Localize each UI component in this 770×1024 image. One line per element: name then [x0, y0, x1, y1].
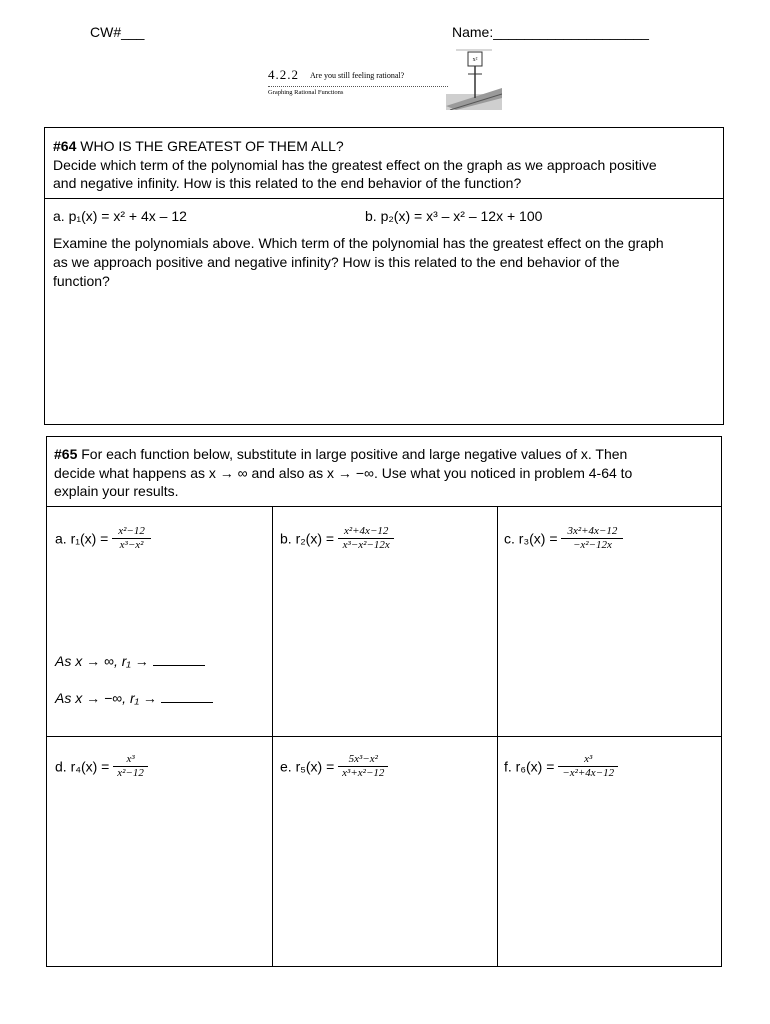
function-f-label: f. r₆(x) = [504, 758, 555, 775]
limit-positive-blank[interactable] [153, 652, 205, 666]
problem-64-question-line2: as we approach positive and negative infinity? How is this related to the end behavior of the [53, 254, 620, 270]
function-cell-e [272, 736, 498, 967]
problem-64-work-area [44, 198, 724, 425]
limit-positive-label: As x → ∞, r₁ → [55, 653, 149, 669]
function-cell-a [46, 506, 273, 737]
function-a-label: a. r₁(x) = [55, 530, 109, 547]
function-cell-d [46, 736, 273, 967]
function-d-fraction: $\frac{\text{x³}}{\text{x²−12}}$ [113, 753, 148, 780]
function-b-label: b. r₂(x) = [280, 530, 335, 547]
problem-64-intro-line2: and negative infinity. How is this related to the end behavior of the function? [53, 175, 522, 191]
name-field: Name:____________________ [452, 24, 649, 40]
function-c-label: c. r₃(x) = [504, 530, 558, 547]
problem-64-question-line1: Examine the polynomials above. Which term of the polynomial has the greatest effect on the graph [53, 235, 664, 251]
problem-64-intro-line1: Decide which term of the polynomial has the greatest effect on the graph as we approach positive [53, 157, 657, 173]
cw-number-field: CW#___ [90, 24, 145, 40]
function-c-fraction: $\frac{\text{3x²+4x−12}}{\text{−x²−12x}}$ [561, 525, 623, 552]
problem-65-intro-line2: decide what happens as x → ∞ and also as x → −∞. Use what you noticed in problem 4-64 to [54, 465, 633, 481]
road-sign-icon [446, 48, 502, 110]
function-cell-b [272, 506, 498, 737]
problem-64-question-line3: function? [53, 273, 110, 289]
lesson-number: 4.2.2 [268, 67, 299, 82]
function-e-label: e. r₅(x) = [280, 758, 335, 775]
problem-64-number: #64 [53, 138, 77, 154]
problem-65-intro-line3: explain your results. [54, 483, 179, 499]
function-e-fraction: $\frac{\text{5x³−x²}}{\text{x³+x²−12}}$ [338, 753, 388, 780]
lesson-banner [266, 48, 502, 110]
problem-65-number: #65 [54, 446, 78, 462]
lesson-topic: Graphing Rational Functions [268, 89, 344, 96]
function-f-fraction: $\frac{\text{x³}}{\text{−x²+4x−12}}$ [558, 753, 618, 780]
problem-65-header [46, 436, 722, 507]
lesson-subtitle: Are you still feeling rational? [310, 71, 405, 80]
problem-64-title: WHO IS THE GREATEST OF THEM ALL? [80, 138, 344, 154]
function-b-fraction: $\frac{\text{x²+4x−12}}{\text{x³−x²−12x}}$ [338, 525, 394, 552]
function-a-fraction: $\frac{\text{x²−12}}{\text{x³−x²}}$ [112, 525, 151, 552]
function-d-label: d. r₄(x) = [55, 758, 110, 775]
banner-divider [268, 86, 448, 87]
svg-text:x²: x² [472, 57, 478, 63]
problem-64-part-b: b. p₂(x) = x³ – x² – 12x + 100 [365, 208, 543, 224]
problem-65-intro-line1: For each function below, substitute in large positive and large negative values of x. Then [81, 446, 628, 462]
function-cell-c [497, 506, 722, 737]
function-cell-f [497, 736, 722, 967]
limit-negative-blank[interactable] [161, 689, 213, 703]
problem-64-header [44, 127, 724, 199]
limit-negative-label: As x → −∞, r₁ → [55, 690, 157, 706]
problem-64-part-a: a. p₁(x) = x² + 4x – 12 [53, 208, 187, 224]
